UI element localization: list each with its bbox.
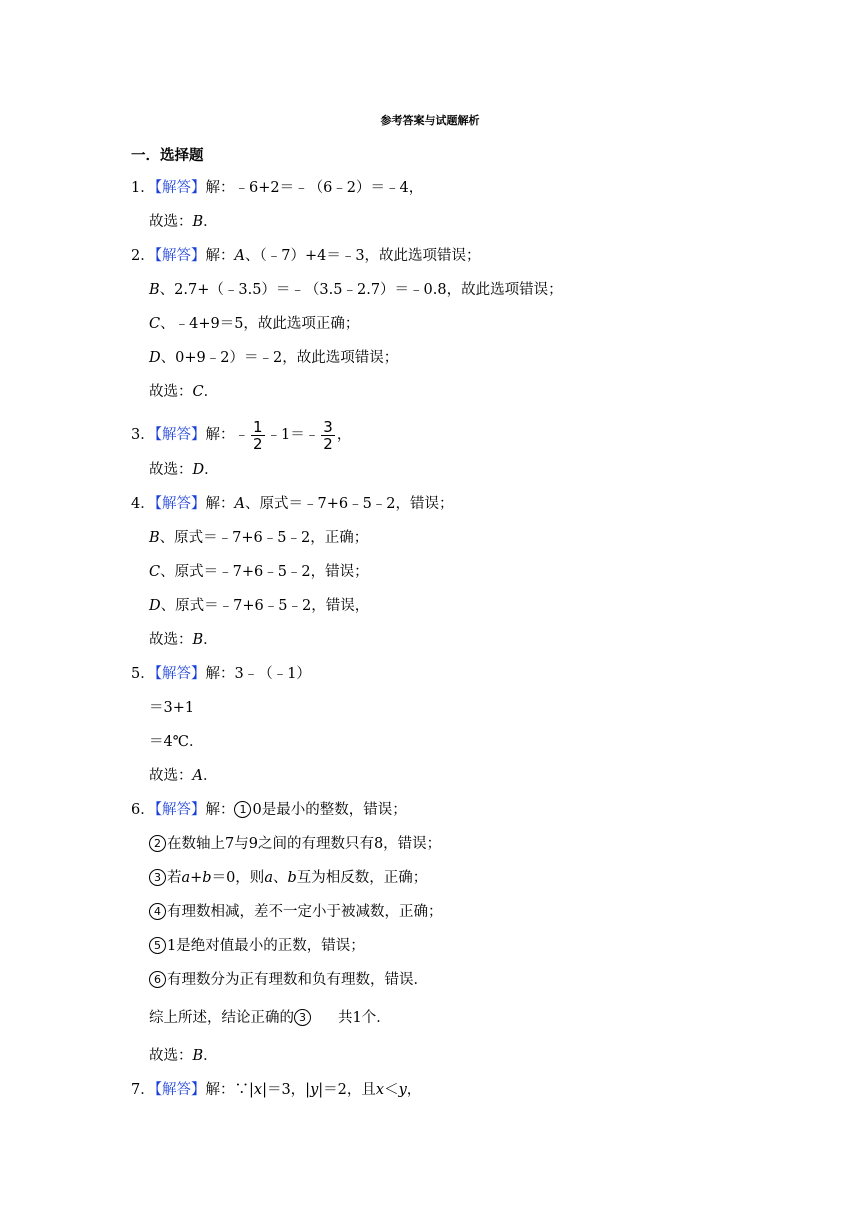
answer-choice: A xyxy=(192,768,203,784)
question-4-option-c: C、原式＝﹣7+6﹣5﹣2，错误； xyxy=(149,564,369,580)
question-5-step-1: ＝3+1 xyxy=(149,700,195,716)
fraction-one-half: $\frac{1}{2}$ xyxy=(252,417,263,453)
question-number: 7． xyxy=(131,1082,155,1098)
question-number: 5． xyxy=(131,666,155,682)
question-2-option-d: D、0+9﹣2）＝﹣2，故此选项错误； xyxy=(149,350,399,366)
question-5-answer: 故选：A． xyxy=(149,768,218,784)
circled-number: 3 xyxy=(149,869,166,886)
answer-tag: 【解答】 xyxy=(154,496,206,512)
question-1-answer: 故选：B． xyxy=(149,214,218,230)
question-7-line: 7．【解答】解：∵|x|＝3，|y|＝2，且x＜y， xyxy=(131,1082,422,1098)
question-6-item-4: 4 有理数相减，差不一定小于被减数，正确； xyxy=(149,902,443,922)
question-number: 4． xyxy=(131,496,155,512)
question-2-line: 2．【解答】解：A、（﹣7）+4＝﹣3，故此选项错误； xyxy=(131,248,481,264)
section-heading: 一．选择题 xyxy=(131,148,204,164)
answer-choice: C xyxy=(192,384,204,400)
question-3-answer: 故选：D． xyxy=(149,462,219,478)
circled-number: 1 xyxy=(234,801,251,818)
circled-number: 3 xyxy=(294,1009,311,1026)
question-4-answer: 故选：B． xyxy=(149,632,218,648)
page-title: 参考答案与试题解析 xyxy=(380,114,480,127)
question-2-answer: 故选：C． xyxy=(149,384,219,400)
answer-tag: 【解答】 xyxy=(154,666,206,682)
question-4-line: 4．【解答】解：A、原式＝﹣7+6﹣5﹣2，错误； xyxy=(131,496,454,512)
circled-number: 4 xyxy=(149,903,166,920)
circled-number: 2 xyxy=(149,835,166,852)
question-4-option-b: B、原式＝﹣7+6﹣5﹣2，正确； xyxy=(149,530,369,546)
question-2-option-c: C、﹣4+9＝5，故此选项正确； xyxy=(149,316,360,332)
answer-tag: 【解答】 xyxy=(154,802,206,818)
fraction-three-halves: $\frac{3}{2}$ xyxy=(323,417,333,453)
question-number: 1． xyxy=(131,180,155,196)
answer-tag: 【解答】 xyxy=(154,248,206,264)
question-6-answer: 故选：B． xyxy=(149,1048,218,1064)
solution-text: 解：﹣6+2＝﹣（6﹣2）＝﹣4， xyxy=(205,180,424,196)
question-6-item-2: 2 在数轴上7与9之间的有理数只有8，错误； xyxy=(149,834,441,854)
answer-choice: B xyxy=(192,214,204,230)
question-number: 2． xyxy=(131,248,155,264)
question-number: 3． xyxy=(131,427,155,443)
circled-number: 6 xyxy=(149,971,166,988)
answer-tag: 【解答】 xyxy=(154,180,206,196)
question-6-line: 6．【解答】解： 1 0是最小的整数，错误； xyxy=(131,802,407,818)
answer-choice: D xyxy=(192,462,205,478)
question-6-summary: 综上所述，结论正确的 3 共1个． xyxy=(149,1010,391,1026)
question-6-item-6: 6 有理数分为正有理数和负有理数，错误． xyxy=(149,970,428,990)
circled-number: 5 xyxy=(149,937,166,954)
question-3-line: 3．【解答】解：﹣ $\frac{1}{2}$ ﹣1＝﹣ $\frac{3}{2}$ ， xyxy=(131,417,352,453)
question-6-item-3: 3 若a+b＝0，则a、b互为相反数，正确； xyxy=(149,868,427,888)
answer-choice: B xyxy=(192,1048,204,1064)
question-5-line: 5．【解答】解：3﹣（﹣1） xyxy=(131,666,311,682)
question-2-option-b: B、2.7+（﹣3.5）＝﹣（3.5﹣2.7）＝﹣0.8，故此选项错误； xyxy=(149,282,563,298)
question-4-option-d: D、原式＝﹣7+6﹣5﹣2，错误， xyxy=(149,598,370,614)
question-number: 6． xyxy=(131,802,155,818)
question-5-step-2: ＝4℃． xyxy=(149,734,204,750)
answer-tag: 【解答】 xyxy=(154,427,206,443)
question-6-item-5: 5 1是绝对值最小的正数，错误； xyxy=(149,936,365,956)
question-1-line xyxy=(131,178,423,198)
answer-choice: B xyxy=(192,632,204,648)
answer-tag: 【解答】 xyxy=(154,1082,206,1098)
